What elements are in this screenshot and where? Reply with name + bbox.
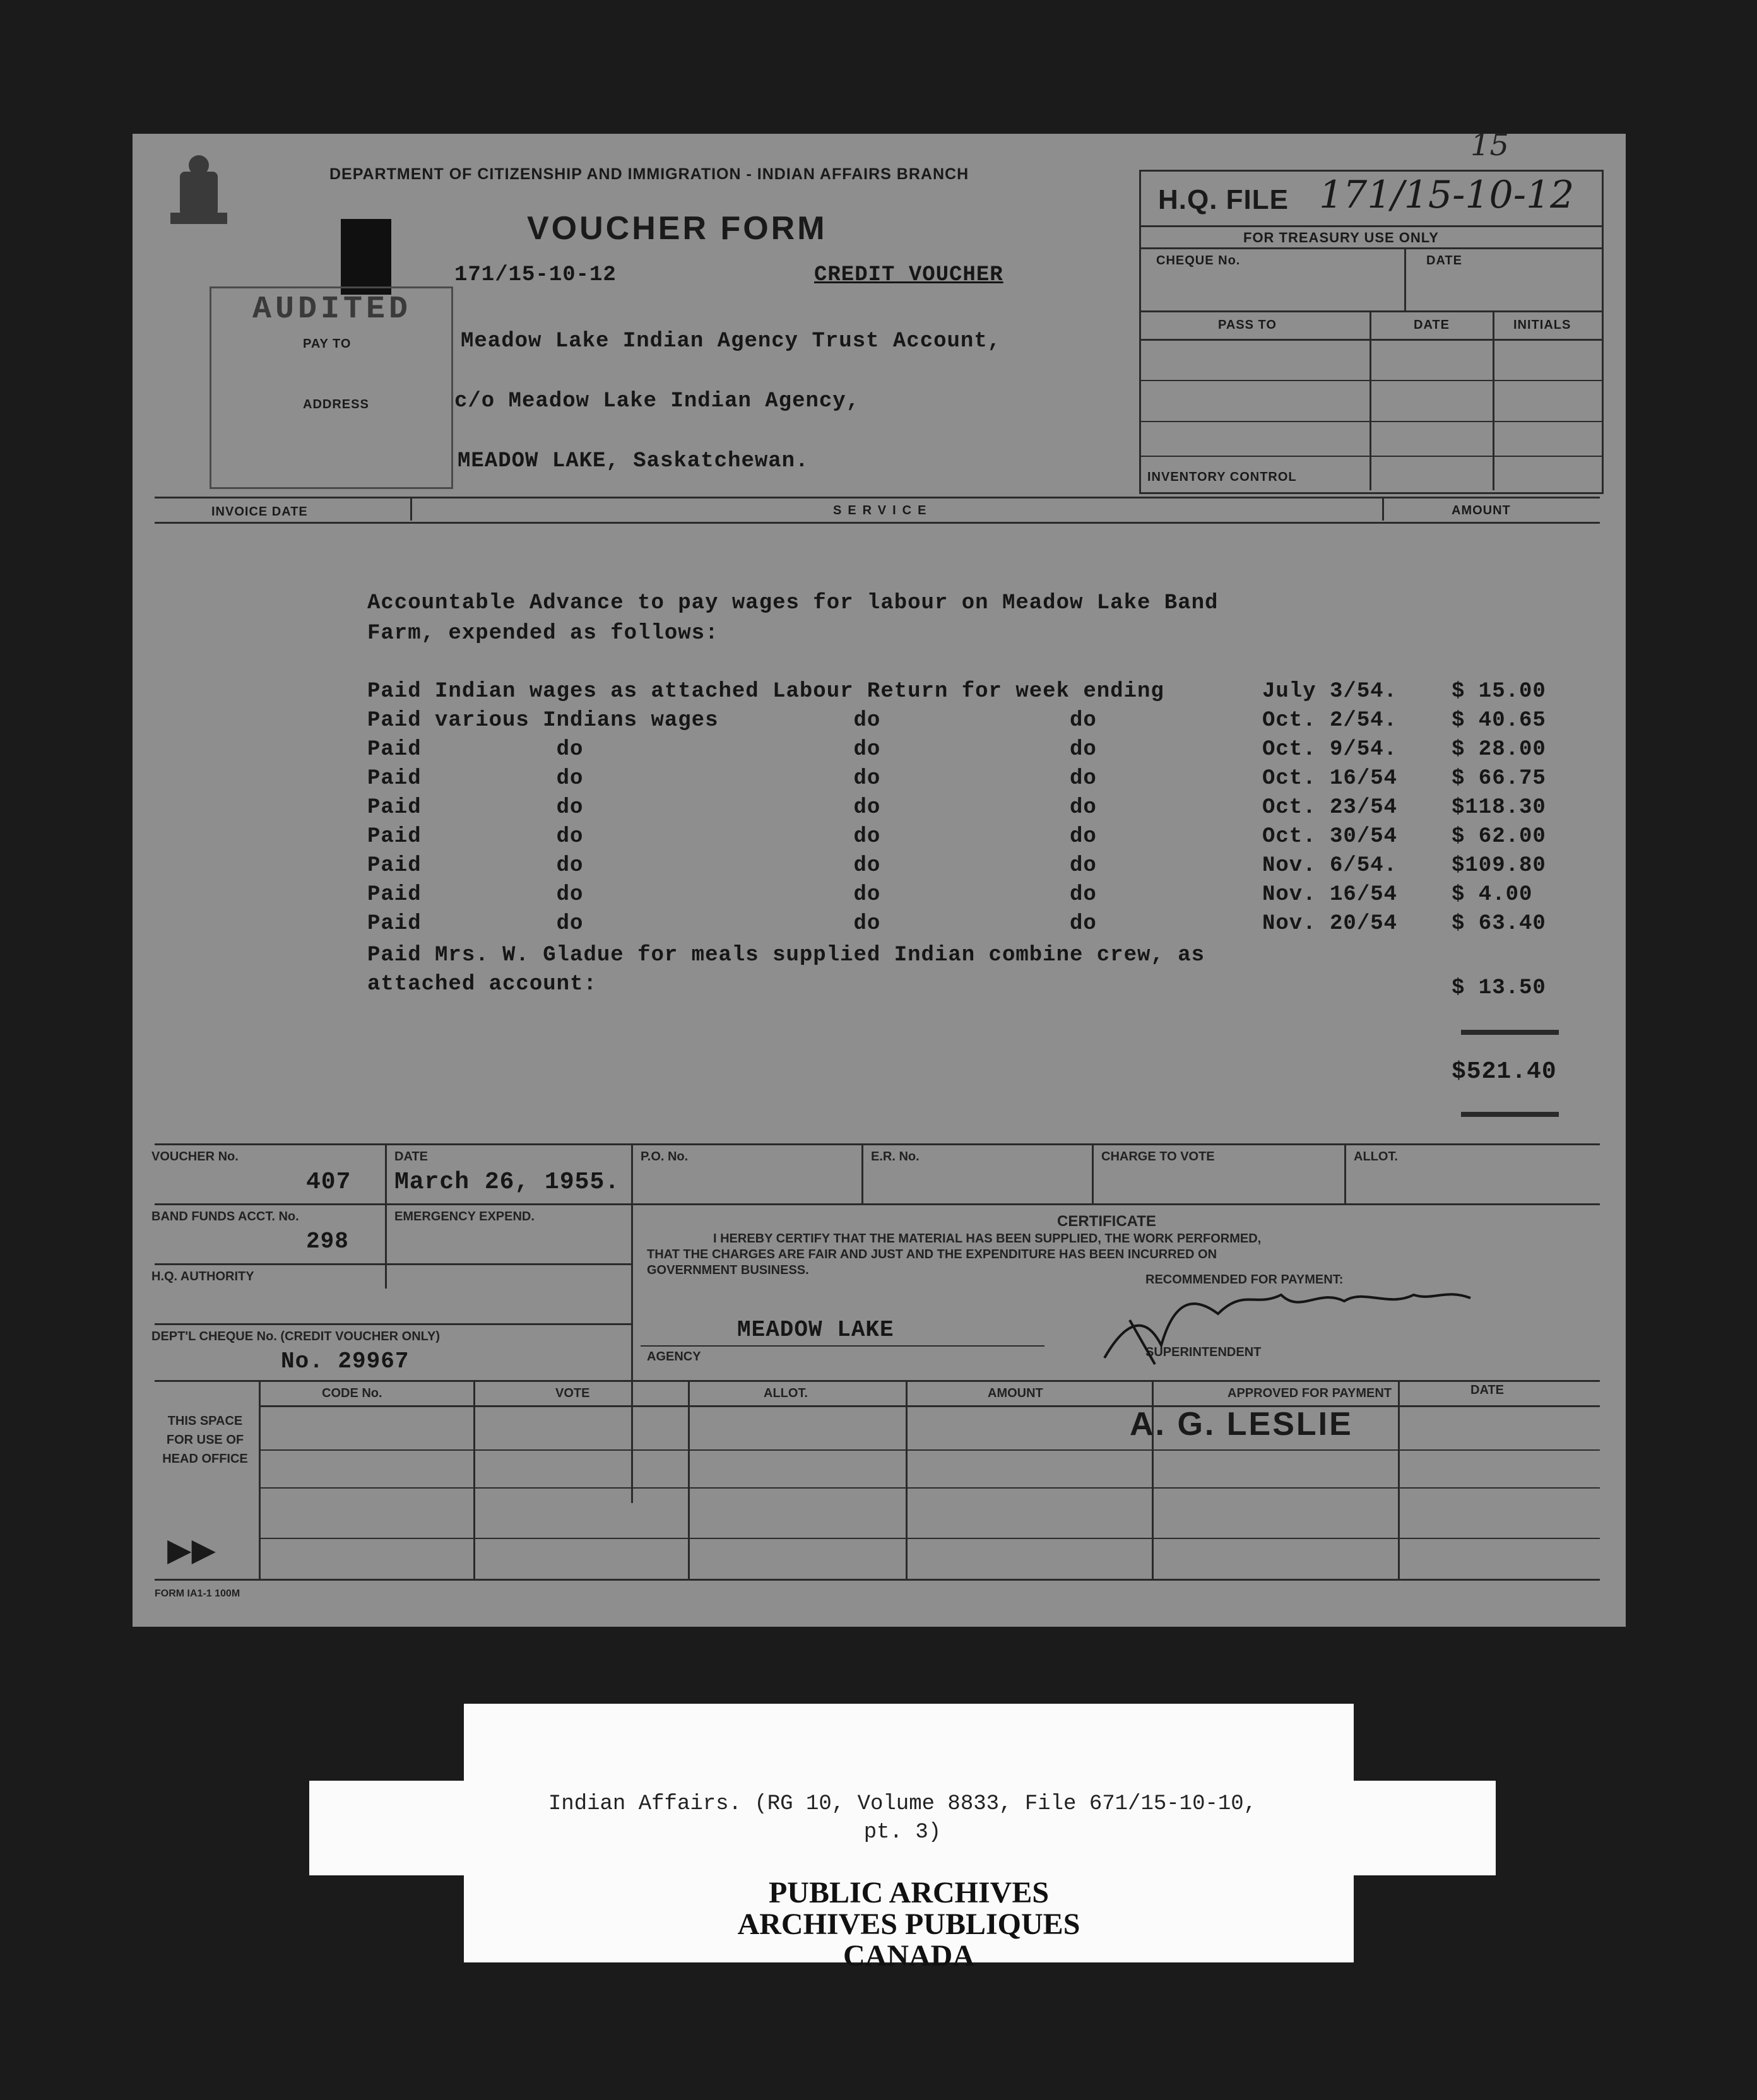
divider [155, 1380, 1600, 1382]
approved-label: APPROVED FOR PAYMENT [1228, 1386, 1392, 1400]
entry-date: Oct. 16/54 [1262, 767, 1398, 791]
divider [1139, 225, 1602, 227]
certificate-text-2: THAT THE CHARGES ARE FAIR AND JUST AND THE EXPENDITURE HAS BEEN INCURRED ON [647, 1248, 1217, 1261]
entry-text: Paid do do do [367, 796, 1097, 820]
emergency-expend-label: EMERGENCY EXPEND. [394, 1210, 535, 1224]
certificate-text-3: GOVERNMENT BUSINESS. [647, 1263, 809, 1277]
inventory-control-label: INVENTORY CONTROL [1147, 470, 1297, 484]
form-number: FORM IA1-1 100M [155, 1588, 240, 1599]
divider [385, 1143, 387, 1289]
divider [473, 1380, 475, 1579]
cheque-no-label: DEPT'L CHEQUE No. (CREDIT VOUCHER ONLY) [151, 1330, 441, 1343]
divider [1382, 498, 1384, 521]
recommended-label: RECOMMENDED FOR PAYMENT: [1145, 1273, 1344, 1287]
divider [688, 1380, 690, 1579]
archive-citation-1: Indian Affairs. (RG 10, Volume 8833, File 671/15-10-10, [548, 1792, 1257, 1816]
divider [259, 1405, 1600, 1407]
head-office-label: THIS SPACE FOR USE OF HEAD OFFICE [162, 1414, 248, 1466]
agency-value: MEADOW LAKE [737, 1317, 894, 1343]
meals-amount: $ 13.50 [1452, 976, 1546, 1000]
code-no-label: CODE No. [322, 1386, 382, 1400]
entry-amount: $ 63.40 [1452, 912, 1546, 936]
divider [1092, 1143, 1094, 1203]
divider [1139, 247, 1602, 249]
entry-text: Paid Indian wages as attached Labour Return for week ending [367, 680, 1164, 704]
amount-header: AMOUNT [1452, 504, 1511, 517]
divider [155, 1323, 631, 1325]
pass-date-label: DATE [1414, 318, 1450, 332]
total-double-rule [1461, 1112, 1559, 1117]
invoice-date-header: INVOICE DATE [211, 505, 308, 519]
band-funds-value: 298 [306, 1229, 349, 1254]
entry-date: Oct. 9/54. [1262, 738, 1398, 762]
allot-label: ALLOT. [1354, 1150, 1398, 1164]
city-value: MEADOW LAKE, Saskatchewan. [458, 449, 809, 473]
entry-amount: $118.30 [1452, 796, 1546, 820]
address-value: c/o Meadow Lake Indian Agency, [454, 389, 860, 413]
meals-line-2: attached account: [367, 972, 597, 996]
divider [1139, 339, 1602, 341]
intro-line-1: Accountable Advance to pay wages for labour on Meadow Lake Band [367, 591, 1219, 615]
meals-line-1: Paid Mrs. W. Gladue for meals supplied Indian combine crew, as [367, 943, 1205, 967]
credit-voucher-label: CREDIT VOUCHER [814, 263, 1003, 287]
entry-date: July 3/54. [1262, 680, 1398, 704]
entry-amount: $ 40.65 [1452, 709, 1546, 733]
archive-line-3: CANADA [843, 1939, 974, 1973]
certificate-text-1: I HEREBY CERTIFY THAT THE MATERIAL HAS BEEN SUPPLIED, THE WORK PERFORMED, [713, 1232, 1262, 1246]
entry-text: Paid do do do [367, 825, 1097, 849]
divider [259, 1380, 261, 1579]
entry-date: Oct. 2/54. [1262, 709, 1398, 733]
divider [155, 1579, 1600, 1581]
divider [259, 1487, 1600, 1489]
divider [1139, 456, 1602, 457]
initials-label: INITIALS [1513, 318, 1571, 332]
archive-line-1: PUBLIC ARCHIVES [768, 1876, 1050, 1909]
entry-amount: $ 66.75 [1452, 767, 1546, 791]
hq-file-value: 171/15-10-12 [1319, 173, 1575, 217]
entry-amount: $ 4.00 [1452, 883, 1533, 907]
agency-file-value: 171/15-10-12 [454, 263, 617, 287]
divider [906, 1380, 908, 1579]
divider [259, 1449, 1600, 1451]
hq-file-label: H.Q. FILE [1158, 184, 1289, 215]
voucher-form-sheet [133, 127, 1626, 1627]
entry-amount: $ 15.00 [1452, 680, 1546, 704]
treasury-date-label: DATE [1426, 254, 1462, 268]
charge-to-vote-label: CHARGE TO VOTE [1101, 1150, 1215, 1164]
divider [1344, 1143, 1346, 1203]
entry-text: Paid do do do [367, 767, 1097, 791]
cheque-no-value: No. 29967 [281, 1348, 410, 1374]
entry-text: Paid do do do [367, 883, 1097, 907]
entry-date: Oct. 23/54 [1262, 796, 1398, 820]
total-amount: $521.40 [1452, 1058, 1557, 1085]
superintendent-signature [1092, 1276, 1609, 1371]
entry-date: Nov. 16/54 [1262, 883, 1398, 907]
agency-label: AGENCY [647, 1350, 701, 1364]
divider [1404, 247, 1406, 310]
entry-text: Paid various Indians wages do do [367, 709, 1097, 733]
form-title: VOUCHER FORM [527, 210, 827, 247]
divider [1370, 310, 1371, 490]
divider [641, 1345, 1044, 1347]
entry-date: Nov. 20/54 [1262, 912, 1398, 936]
voucher-no-value: 407 [306, 1169, 352, 1196]
divider [1139, 380, 1602, 381]
redaction-block [341, 219, 391, 295]
po-no-label: P.O. No. [641, 1150, 689, 1164]
total-rule [1461, 1030, 1559, 1035]
cheque-no-label: CHEQUE No. [1156, 254, 1241, 268]
entry-text: Paid do do do [367, 912, 1097, 936]
entry-date: Oct. 30/54 [1262, 825, 1398, 849]
coat-of-arms-icon [167, 153, 230, 235]
entry-text: Paid do do do [367, 738, 1097, 762]
date-label: DATE [394, 1150, 428, 1164]
hq-authority-label: H.Q. AUTHORITY [151, 1270, 254, 1283]
page-mark: 15 [1470, 127, 1510, 163]
department-name: DEPARTMENT OF CITIZENSHIP AND IMMIGRATION - INDIAN AFFAIRS BRANCH [329, 165, 969, 183]
pay-to-label: PAY TO [303, 337, 352, 351]
amount-label: AMOUNT [988, 1386, 1043, 1400]
service-header: SERVICE [833, 504, 933, 517]
divider [155, 1203, 1600, 1205]
date-label-2: DATE [1470, 1383, 1504, 1397]
divider [155, 1263, 631, 1265]
certificate-label: CERTIFICATE [1057, 1213, 1156, 1230]
entry-date: Nov. 6/54. [1262, 854, 1398, 878]
er-no-label: E.R. No. [871, 1150, 920, 1164]
approver-stamp: A. G. LESLIE [1130, 1406, 1353, 1442]
divider [259, 1538, 1600, 1539]
divider [155, 1143, 1600, 1145]
pay-to-value: Meadow Lake Indian Agency Trust Account, [461, 329, 1002, 353]
divider [410, 498, 412, 521]
address-label: ADDRESS [303, 398, 369, 411]
divider [1139, 421, 1602, 422]
divider [1398, 1380, 1400, 1579]
entry-amount: $109.80 [1452, 854, 1546, 878]
vote-label: VOTE [555, 1386, 590, 1400]
treasury-label: FOR TREASURY USE ONLY [1243, 230, 1439, 245]
entry-text: Paid do do do [367, 854, 1097, 878]
archive-line-2: ARCHIVES PUBLIQUES [737, 1908, 1080, 1941]
date-value: March 26, 1955. [394, 1169, 620, 1196]
audited-stamp-text: AUDITED [252, 292, 412, 327]
band-funds-label: BAND FUNDS ACCT. No. [151, 1210, 299, 1224]
voucher-no-label: VOUCHER No. [151, 1150, 239, 1164]
divider [861, 1143, 863, 1203]
superintendent-label: SUPERINTENDENT [1145, 1345, 1262, 1359]
intro-line-2: Farm, expended as follows: [367, 622, 719, 646]
arrow-right-icon: ▶▶ [167, 1532, 216, 1567]
pass-to-label: PASS TO [1218, 318, 1277, 332]
archive-citation-2: pt. 3) [863, 1820, 942, 1844]
allot-label-2: ALLOT. [764, 1386, 808, 1400]
divider [1493, 310, 1494, 490]
entry-amount: $ 28.00 [1452, 738, 1546, 762]
entry-amount: $ 62.00 [1452, 825, 1546, 849]
divider [155, 522, 1600, 524]
